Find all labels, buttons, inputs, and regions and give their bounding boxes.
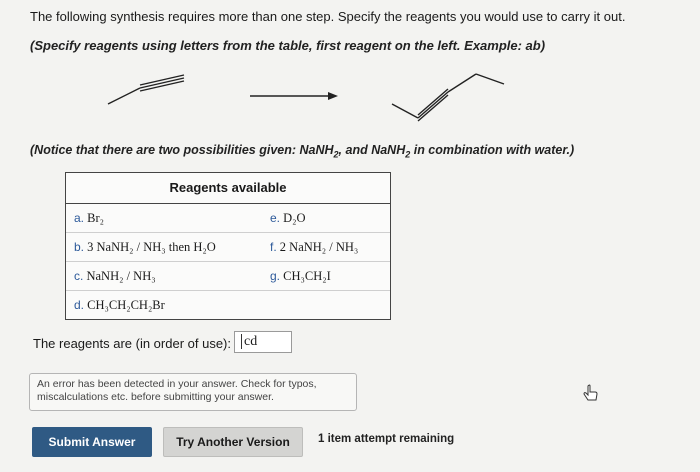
reagent-b: b. 3 NaNH₂ / NH₃ then H₂O (66, 233, 264, 262)
text-cursor (241, 334, 242, 349)
reagent-g: g. CH₃CH₂I (264, 262, 390, 291)
question-instructions: (Specify reagents using letters from the table, first reagent on the left. Example: ab) (30, 38, 546, 53)
reagent-c: c. NaNH₂ / NH₃ (66, 262, 264, 291)
reaction-arrow (250, 92, 338, 100)
reagents-table-title: Reagents available (66, 173, 390, 204)
answer-input[interactable] (234, 331, 292, 353)
empty-cell (264, 291, 390, 320)
answer-label: The reagents are (in order of use): (33, 336, 231, 351)
reagent-e: e. D₂O (264, 204, 390, 233)
table-row (66, 233, 390, 262)
notice-text: (Notice that there are two possibilities given: NaNH$_2$, and NaNH$_2$ in combination with water.) (30, 143, 575, 160)
error-message: An error has been detected in your answer. Check for typos, miscalculations etc. before submitting your answer. (29, 373, 357, 411)
reaction-scheme (100, 62, 560, 132)
reagent-f: f. 2 NaNH₂ / NH₃ (264, 233, 390, 262)
product-structure (392, 74, 504, 121)
reagent-d: d. CH₃CH₂CH₂Br (74, 297, 165, 312)
table-row (66, 204, 390, 233)
reagents-table (65, 172, 391, 320)
starting-material-structure (108, 75, 184, 104)
reagent-a: a. Br₂ (66, 204, 264, 233)
table-row (66, 291, 390, 320)
table-row (66, 262, 390, 291)
try-another-version-button[interactable]: Try Another Version (163, 427, 303, 457)
attempts-remaining: 1 item attempt remaining (318, 433, 455, 445)
submit-answer-button[interactable]: Submit Answer (32, 427, 152, 457)
question-text: The following synthesis requires more than one step. Specify the reagents you would use to carry it out. (30, 9, 626, 24)
hand-pointer-icon (582, 384, 600, 404)
answer-value: cd (244, 334, 258, 349)
